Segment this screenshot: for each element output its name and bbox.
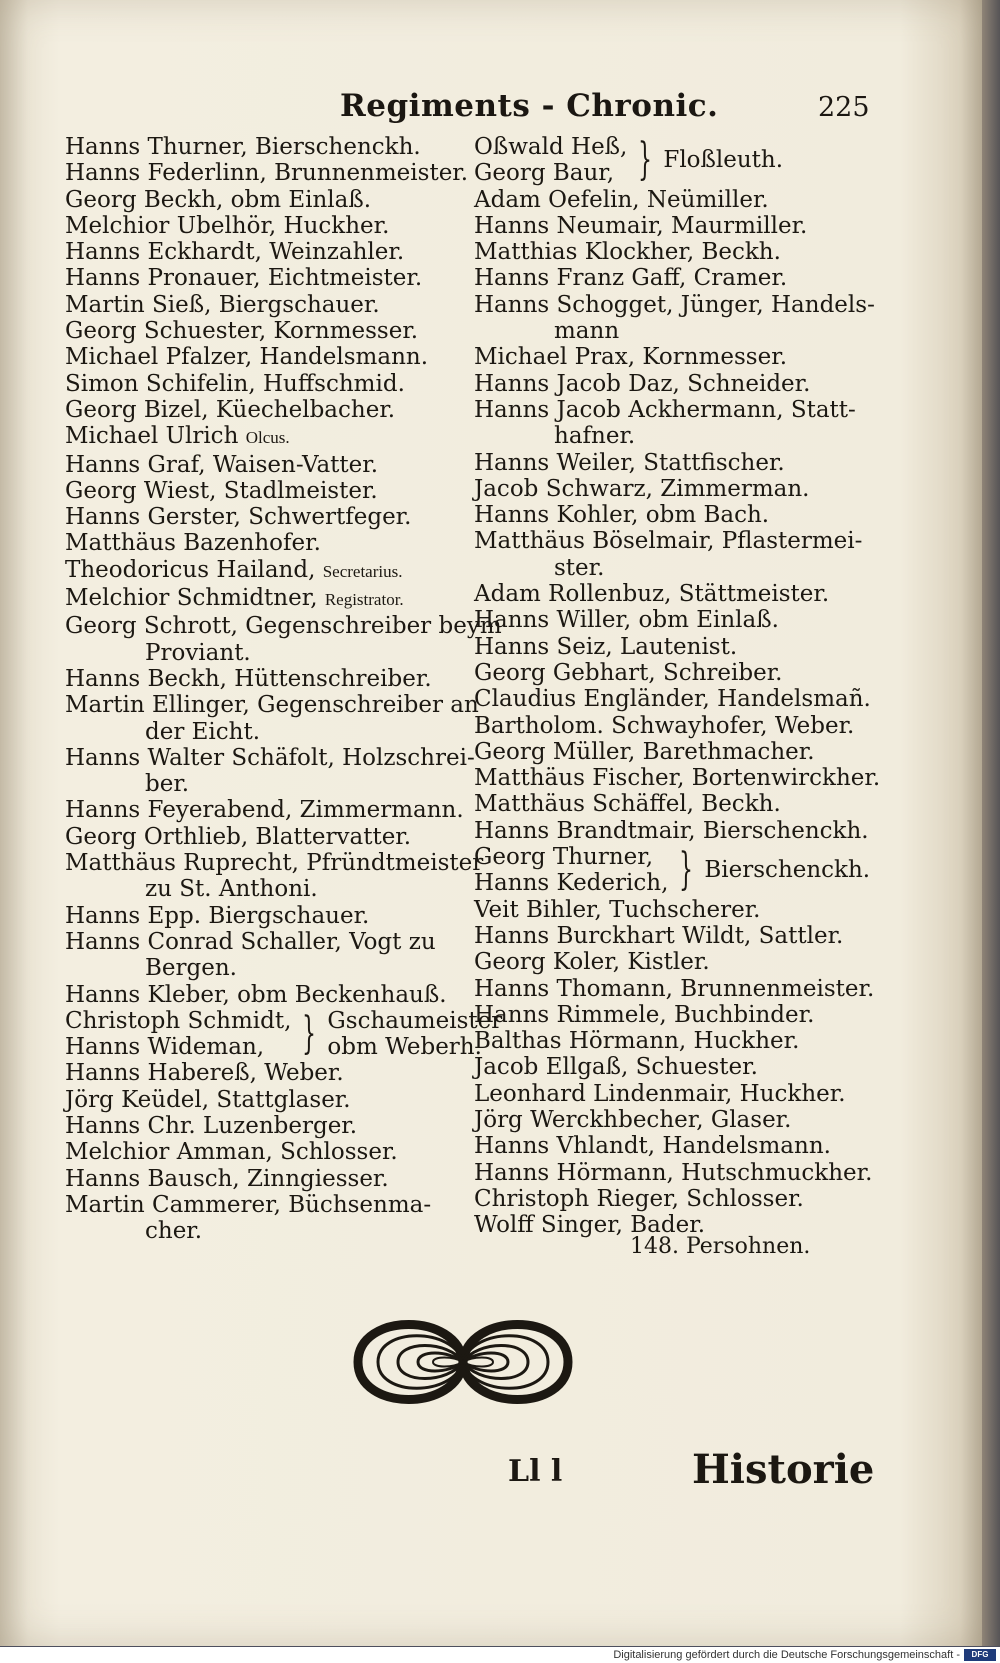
roster-entry <box>65 1113 470 1139</box>
brace-symbol: } <box>302 1008 317 1060</box>
page-edge <box>982 0 1000 1646</box>
grouped-entry <box>474 844 874 897</box>
roster-entry <box>65 318 470 344</box>
roster-entry <box>65 1192 470 1245</box>
entry-text: Hanns Brandtmair, Bierschenckh. <box>474 817 869 844</box>
roster-entry <box>65 1060 470 1086</box>
entry-text: Hanns Jacob Ackhermann, Statt- <box>474 396 856 423</box>
entry-text: Hanns Feyerabend, Zimmermann. <box>65 797 464 824</box>
entry-text: Jacob Ellgaß, Schuester. <box>474 1054 758 1081</box>
entry-text: Adam Rollenbuz, Stättmeister. <box>474 581 830 608</box>
page-number: 225 <box>818 92 870 123</box>
roster-entry <box>65 744 475 798</box>
group-names <box>474 844 668 897</box>
entry-text: Hanns Federlinn, Brunnenmeister. <box>65 160 469 187</box>
roster-entry <box>65 850 484 903</box>
roster-entry <box>474 739 874 765</box>
entry-text: Hanns Schogget, Jünger, Handels- <box>474 291 875 318</box>
entry-text: Martin Sieß, Biergschauer. <box>65 291 380 318</box>
group-name: Hanns Kederich, <box>474 870 669 897</box>
group-role-line: Bierschenckh. <box>704 857 871 884</box>
entry-latin-title: Secretarius. <box>322 561 403 581</box>
group-role-line: Gschaumeister <box>327 1007 503 1034</box>
entry-text: Matthias Klockher, Beckh. <box>474 239 781 266</box>
entry-text: Georg Müller, Barethmacher. <box>474 738 815 765</box>
entry-text: Jörg Werckhbecher, Glaser. <box>474 1106 792 1133</box>
entry-text: Hanns Willer, obm Einlaß. <box>474 607 779 634</box>
entry-text: Hanns Eckhardt, Weinzahler. <box>65 239 405 266</box>
group-name: Georg Thurner, <box>474 844 654 871</box>
catchword: Historie <box>692 1446 875 1493</box>
entry-text: Hanns Hörmann, Hutschmuckher. <box>474 1159 873 1186</box>
roster-entry <box>65 344 470 370</box>
signature-mark: Ll l <box>508 1454 563 1489</box>
entry-text: Martin Ellinger, Gegenschreiber an <box>65 692 479 719</box>
group-names <box>65 1008 291 1061</box>
entry-text: Simon Schifelin, Huffschmid. <box>65 370 405 397</box>
roster-entry <box>65 504 470 530</box>
roster-entry <box>65 903 470 929</box>
entry-continuation: ster. <box>554 554 605 581</box>
entry-text: Melchior Schmidtner, <box>65 585 325 612</box>
footer-credit: Digitalisierung gefördert durch die Deutsche Forschungsgemeinschaft - <box>613 1649 960 1661</box>
entry-text: Hanns Kohler, obm Bach. <box>474 502 770 529</box>
roster-entry <box>65 213 470 239</box>
entry-text: Hanns Conrad Schaller, Vogt zu <box>65 928 436 955</box>
roster-entry <box>474 765 881 792</box>
entry-text: Hanns Gerster, Schwertfeger. <box>65 504 412 531</box>
roster-entry <box>65 423 470 451</box>
entry-text: Hanns Walter Schäfolt, Holzschrei- <box>65 744 475 771</box>
group-name: Georg Baur, <box>474 160 615 187</box>
entry-text: Hanns Franz Gaff, Cramer. <box>474 265 788 292</box>
footer-bar <box>0 1647 1000 1663</box>
entry-text: Hanns Epp. Biergschauer. <box>65 902 370 929</box>
entry-continuation: cher. <box>145 1218 203 1245</box>
entry-text: Christoph Rieger, Schlosser. <box>474 1185 804 1212</box>
entry-text: Hanns Seiz, Lautenist. <box>474 633 738 660</box>
entry-text: Matthäus Böselmair, Pflastermei- <box>474 528 863 555</box>
roster-entry <box>65 557 470 585</box>
entry-latin-title: Olcus. <box>245 428 290 448</box>
roster-entry <box>65 585 470 613</box>
entry-text: Hanns Weiler, Stattfischer. <box>474 449 785 476</box>
running-title: Regiments - Chronic. <box>340 88 719 124</box>
roster-entry <box>65 797 470 823</box>
roster-entry <box>65 452 470 478</box>
roster-entry <box>474 581 874 607</box>
roster-entry <box>65 824 470 850</box>
roster-entry <box>474 713 874 739</box>
roster-entry <box>474 476 874 502</box>
entry-text: Hanns Habereß, Weber. <box>65 1060 344 1087</box>
roster-entry <box>65 1087 470 1113</box>
roster-entry <box>65 1139 470 1165</box>
entry-text: Hanns Rimmele, Buchbinder. <box>474 1001 815 1028</box>
roster-entry <box>474 528 874 581</box>
group-role <box>663 147 783 173</box>
entry-text: Claudius Engländer, Handelsmañ. <box>474 686 871 713</box>
roster-entry <box>474 371 874 397</box>
left-column <box>65 134 503 1245</box>
entry-text: Michael Prax, Kornmesser. <box>474 344 788 371</box>
entry-text: Wolff Singer, Bader. <box>474 1212 706 1239</box>
roster-entry <box>65 265 470 291</box>
roster-entry <box>65 929 470 982</box>
entry-text: Adam Oefelin, Neümiller. <box>474 186 769 213</box>
roster-entry <box>474 686 874 712</box>
roster-entry <box>474 502 874 528</box>
entry-continuation: zu St. Anthoni. <box>145 876 318 903</box>
roster-entry <box>474 187 874 213</box>
entry-text: Hanns Pronauer, Eichtmeister. <box>65 265 423 292</box>
roster-entry <box>474 1028 874 1054</box>
entry-continuation: hafner. <box>554 423 636 450</box>
roster-entry <box>474 1002 874 1028</box>
entry-text: Georg Schrott, Gegenschreiber beym <box>65 613 502 640</box>
roster-entry <box>474 239 874 265</box>
group-name: Christoph Schmidt, <box>65 1007 292 1034</box>
entry-text: Hanns Thomann, Brunnenmeister. <box>474 975 875 1002</box>
entry-text: Melchior Amman, Schlosser. <box>65 1139 398 1166</box>
entry-text: Melchior Ubelhör, Huckher. <box>65 212 390 239</box>
entry-text: Hanns Bausch, Zinngiesser. <box>65 1165 389 1192</box>
roster-entry <box>474 1081 874 1107</box>
group-name: Hanns Wideman, <box>65 1034 265 1061</box>
entry-text: Matthäus Schäffel, Beckh. <box>474 791 781 818</box>
roster-entry <box>65 292 470 318</box>
brace-symbol: } <box>638 134 653 186</box>
roster-entry <box>65 613 502 666</box>
grouped-entry <box>65 1007 503 1061</box>
entry-text: Hanns Chr. Luzenberger. <box>65 1112 358 1139</box>
entry-text: Hanns Vhlandt, Handelsmann. <box>474 1133 831 1160</box>
entry-text: Hanns Neumair, Maurmiller. <box>474 212 808 239</box>
ornament-flourish <box>338 1302 588 1422</box>
roster-entry <box>474 1160 874 1186</box>
roster-entry <box>474 791 874 817</box>
entry-text: Bartholom. Schwayhofer, Weber. <box>474 712 855 739</box>
total-count: 148. Persohnen. <box>630 1234 811 1259</box>
entry-text: Balthas Hörmann, Huckher. <box>474 1028 800 1055</box>
roster-entry <box>474 1107 874 1133</box>
entry-text: Matthäus Fischer, Bortenwirckher. <box>474 765 881 792</box>
entry-continuation: Proviant. <box>145 639 251 666</box>
roster-entry <box>474 1133 874 1159</box>
entry-text: Hanns Jacob Daz, Schneider. <box>474 370 811 397</box>
entry-continuation: mann <box>554 318 620 345</box>
entry-text: Hanns Kleber, obm Beckenhauß. <box>65 981 447 1008</box>
roster-entry <box>474 292 874 345</box>
roster-entry <box>65 530 470 556</box>
entry-latin-title: Registrator. <box>324 590 404 610</box>
roster-entry <box>474 897 874 923</box>
roster-entry <box>65 371 470 397</box>
roster-entry <box>474 344 874 370</box>
entry-text: Jörg Keüdel, Stattglaser. <box>65 1086 351 1113</box>
entry-text: Georg Koler, Kistler. <box>474 949 710 976</box>
roster-entry <box>65 239 470 265</box>
entry-text: Michael Ulrich <box>65 423 246 450</box>
roster-entry <box>474 818 874 844</box>
entry-text: Jacob Schwarz, Zimmerman. <box>474 475 810 502</box>
entry-text: Leonhard Lindenmair, Huckher. <box>474 1080 846 1107</box>
entry-text: Georg Orthlieb, Blattervatter. <box>65 823 412 850</box>
roster-entry <box>474 1054 874 1080</box>
entry-text: Hanns Graf, Waisen-Vatter. <box>65 451 379 478</box>
roster-entry <box>474 976 874 1002</box>
roster-entry <box>65 478 470 504</box>
group-role-line: Floßleuth. <box>663 147 784 174</box>
page-header <box>0 88 985 128</box>
entry-continuation: der Eicht. <box>145 718 261 745</box>
roster-entry <box>474 450 874 476</box>
entry-text: Michael Pfalzer, Handelsmann. <box>65 344 429 371</box>
brace-symbol: } <box>679 844 694 896</box>
group-role <box>704 857 870 883</box>
entry-continuation: ber. <box>145 771 190 798</box>
roster-entry <box>474 397 874 450</box>
entry-text: Theodoricus Hailand, <box>65 556 323 583</box>
roster-entry <box>65 1166 470 1192</box>
entry-text: Hanns Thurner, Bierschenckh. <box>65 134 421 160</box>
entry-text: Matthäus Ruprecht, Pfründtmeister <box>65 850 484 877</box>
entry-text: Georg Wiest, Stadlmeister. <box>65 477 378 504</box>
entry-text: Georg Beckh, obm Einlaß. <box>65 186 372 213</box>
entry-text: Martin Cammerer, Büchsenma- <box>65 1191 432 1218</box>
roster-entry <box>65 982 470 1008</box>
roster-entry <box>474 607 874 633</box>
roster-entry <box>65 666 470 692</box>
right-column <box>474 134 881 1239</box>
roster-entry <box>65 187 470 213</box>
entry-text: Matthäus Bazenhofer. <box>65 530 321 557</box>
entry-text: Veit Bihler, Tuchscherer. <box>474 896 761 923</box>
group-role-line: obm Weberh. <box>327 1034 482 1061</box>
roster-entry <box>474 949 874 975</box>
roster-entry <box>474 265 874 291</box>
entry-text: Georg Gebhart, Schreiber. <box>474 659 783 686</box>
roster-entry <box>474 634 874 660</box>
entry-text: Georg Schuester, Kornmesser. <box>65 318 419 345</box>
entry-continuation: Bergen. <box>145 955 237 982</box>
roster-entry <box>65 134 470 160</box>
roster-entry <box>65 397 470 423</box>
grouped-entry <box>474 134 874 187</box>
group-names <box>474 134 627 187</box>
group-name: Oßwald Heß, <box>474 134 628 160</box>
roster-entry <box>65 692 479 745</box>
roster-entry <box>65 160 470 186</box>
roster-entry <box>474 1186 874 1212</box>
entry-text: Georg Bizel, Küechelbacher. <box>65 396 396 423</box>
roster-entry <box>474 213 874 239</box>
entry-text: Hanns Beckh, Hüttenschreiber. <box>65 665 432 692</box>
entry-text: Hanns Burckhart Wildt, Sattler. <box>474 922 844 949</box>
roster-entry <box>474 923 874 949</box>
roster-entry <box>474 660 874 686</box>
dfg-logo: DFG <box>964 1649 996 1661</box>
